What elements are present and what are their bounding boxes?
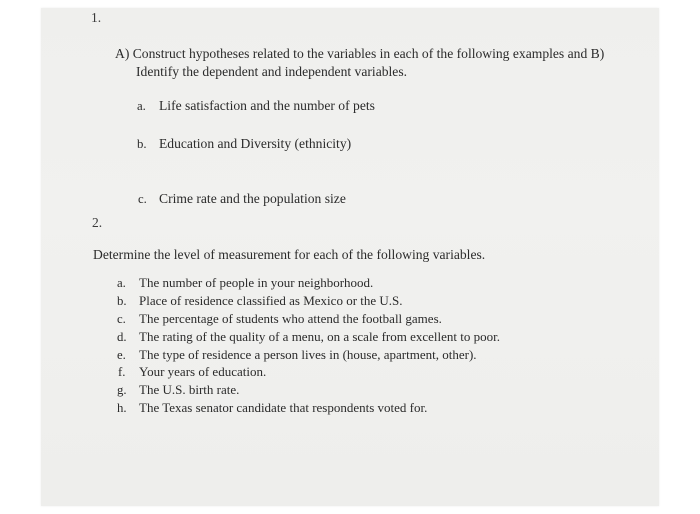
question-2-item-c-text: The percentage of students who attend the football games. bbox=[139, 311, 442, 326]
question-2-number: 2. bbox=[92, 215, 103, 230]
question-2-item-d-letter: d. bbox=[117, 330, 127, 344]
question-2-item-g-letter: g. bbox=[117, 383, 127, 397]
question-1-instruction-line-2: Identify the dependent and independent variables. bbox=[136, 64, 408, 79]
question-2-item-h-letter: h. bbox=[117, 401, 127, 415]
question-2-item-g-text: The U.S. birth rate. bbox=[139, 382, 240, 397]
question-2-item-e-text: The type of residence a person lives in (house, apartment, other). bbox=[139, 347, 477, 362]
question-1-instruction-line-1: A) Construct hypotheses related to the variables in each of the following examples and B) bbox=[115, 46, 605, 61]
question-2-instruction: Determine the level of measurement for each of the following variables. bbox=[93, 247, 486, 262]
question-1-item-c-letter: c. bbox=[138, 192, 147, 206]
question-2-item-b-letter: b. bbox=[117, 294, 127, 308]
question-1-item-a-letter: a. bbox=[137, 99, 146, 113]
question-1-item-b-letter: b. bbox=[137, 137, 147, 151]
question-2-item-h-text: The Texas senator candidate that respondents voted for. bbox=[139, 400, 428, 415]
question-2-item-c-letter: c. bbox=[117, 312, 126, 326]
question-2-item-f-letter: f. bbox=[118, 365, 126, 379]
question-2-item-f-text: Your years of education. bbox=[139, 364, 267, 379]
question-2-item-b-text: Place of residence classified as Mexico or the U.S. bbox=[139, 293, 403, 308]
question-2-item-a-text: The number of people in your neighborhood. bbox=[139, 275, 374, 290]
question-1-item-b-text: Education and Diversity (ethnicity) bbox=[159, 136, 352, 151]
question-2-item-e-letter: e. bbox=[117, 348, 126, 362]
question-1-item-a-text: Life satisfaction and the number of pets bbox=[159, 98, 375, 113]
question-1-number: 1. bbox=[91, 10, 102, 25]
question-1-item-c-text: Crime rate and the population size bbox=[159, 191, 346, 206]
question-2-item-a-letter: a. bbox=[117, 276, 126, 290]
question-2-item-d-text: The rating of the quality of a menu, on a scale from excellent to poor. bbox=[139, 329, 500, 344]
